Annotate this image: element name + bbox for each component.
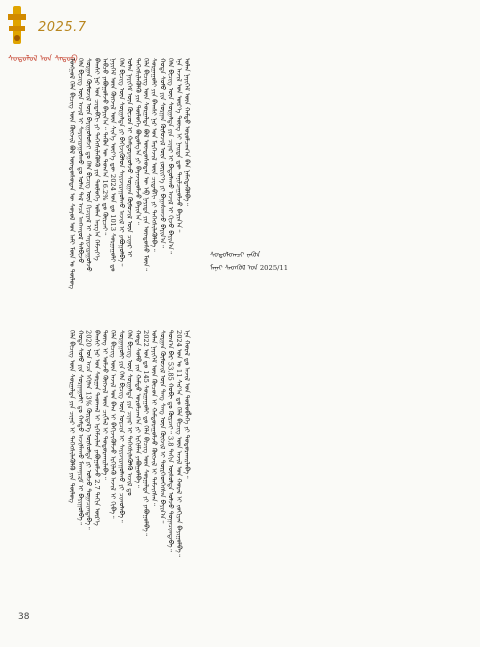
text-line: 2024 ᠣᠨ ᠤ 11 ᠰᠠᠷ᠎ᠠ ᠳᠤ ᠬᠡᠯᠡ ᠪᠢᠴᠢᠭ ᠦᠨ ᠠᠵᠢᠯ ᠤᠨ ᠬᠤᠷᠠᠯ ᠢ ᠵᠣᠬᠢᠶᠠᠨ ᠪᠠᠶᠢᠭᠤᠯᠪᠠ᠃	[174, 330, 183, 558]
magazine-logo-icon	[6, 4, 28, 46]
article-text-bottom	[68, 330, 470, 596]
text-line: 2020 ᠣᠨ ᠠᠴᠠ ᠡᠬᠢᠯᠡᠨ 13% ᠬᠦᠷᠲᠡᠯ᠎ᠡ ᠥᠰᠦᠯᠲᠡ ᠶᠢ ᠣᠯᠵᠤ ᠲᠣᠭᠠᠴᠢᠭᠳᠠᠪᠠ᠃	[84, 330, 93, 530]
byline	[210, 248, 360, 298]
text-line: ᠰᠤᠷᠭᠠᠨ ᠬᠦᠮᠦᠵᠢᠯ ᠦᠨ ᠲᠡᠩ ᠰᠡᠩ ᠦᠨ ᠬᠥᠭᠵᠢᠯ ᠢ ᠲᠦᠷᠭᠡᠳᠭᠡᠭᠰᠡᠨ ᠪᠠᠶᠢᠨ᠎ᠠ᠃	[158, 330, 167, 524]
text-line: ᠣᠯᠠᠨ ᠨᠡᠶᠢᠭᠡᠮ ᠦᠨ ᠬᠦᠴᠦᠨ ᠢ ᠬᠠᠮᠲᠤᠷᠠᠭᠤᠯᠵᠤ ᠰᠤᠷᠭᠠᠨ ᠬᠦᠮᠦᠵᠢᠯ ᠦᠨ ᠴᠢᠨᠠᠷ ᠢ	[125, 58, 134, 258]
author-line: ᠰᠤᠳᠤᠯᠤᠭᠴᠢ ᠵᠡᠭᠦᠨ	[210, 251, 261, 259]
issue-date: 2025.7	[38, 20, 87, 35]
text-line: ᠬᠣᠲᠠ ᠰᠣᠮᠤ ᠶᠢᠨ ᠰᠤᠷᠭᠠᠨ ᠬᠦᠮᠦᠵᠢᠯ ᠦᠨ ᠵᠥᠷᠢᠶ᠎ᠡ ᠶᠢ ᠪᠠᠭᠠᠰᠬᠠᠵᠤ ᠪᠠᠶᠢᠨ᠎ᠠ᠃	[158, 58, 167, 248]
text-line: ᠬᠡᠯᠡ ᠪᠢᠴᠢᠭ ᠦᠨ ᠰᠤᠷᠭᠠᠯᠲᠠ ᠪᠣᠯ ᠦᠨᠳᠦᠰᠦᠲᠡᠨ ᠦ ᠡᠪ ᠨᠡᠶᠢᠲᠡ ᠶᠢᠨ ᠦᠨᠳᠦᠰᠦ ᠮᠥᠨ᠃	[142, 58, 151, 272]
text-line: ᠣᠯᠠᠨ ᠨᠡᠶᠢᠭᠡᠮ ᠦᠨ ᠬᠦᠴᠦᠨ ᠢ ᠬᠠᠮᠲᠤᠷᠠᠭᠤᠯᠵᠤ ᠬᠥᠭᠵᠢᠯ ᠢ ᠳᠡᠮᠵᠢᠭᠰᠡᠨ᠃	[150, 330, 159, 506]
text-line: ᠳᠦᠩ ᠢ ᠣᠯᠵᠤ ᠬᠥᠭᠵᠢᠯ ᠦᠨ ᠴᠢᠭᠯᠡᠯ ᠢ ᠲᠣᠳᠤᠷᠬᠠᠢᠯᠠᠪᠠ᠃	[101, 330, 110, 480]
text-line: ᠬᠡᠯᠡ ᠪᠢᠴᠢᠭ ᠦᠨ ᠰᠤᠷᠭᠠᠯᠲᠠ ᠶᠢ ᠪᠡᠬᠢᠵᠢᠭᠦᠯᠦᠨ ᠰᠠᠶᠢᠵᠢᠷᠠᠭᠤᠯᠬᠤ ᠠᠵᠢᠯ ᠢ ᠶᠠᠪᠤᠭᠤᠯᠪᠠ᠃	[117, 58, 126, 267]
text-line: ᠬᠡᠯᠡ ᠪᠢᠴᠢᠭ ᠦᠨ ᠰᠤᠷᠭᠠᠯᠲᠠ ᠶᠢᠨ ᠴᠢᠨᠠᠷ ᠢ ᠪᠠᠲᠤᠯᠠᠬᠤ ᠠᠵᠢᠯ ᠢ ᠬᠢᠵᠦ ᠪᠠᠶᠢᠨ᠎ᠠ᠃	[166, 58, 175, 255]
text-line: ᠬᠡᠯᠡ ᠪᠢᠴᠢᠭ ᠦᠨ ᠰᠤᠷᠭᠠᠯᠲᠠ ᠶᠢᠨ ᠴᠢᠨᠠᠷ ᠢ ᠳᠡᠭᠡᠭᠰᠢᠯᠡᠭᠦᠯᠬᠦ ᠶᠢᠨ ᠲᠥᠯᠦᠭ	[68, 330, 77, 503]
issue-line: ᠮᠠᠨᠠᠢ ᠰᠡᠳᠬᠦᠯ ᠤᠨ 2025/11	[210, 264, 289, 272]
text-line: 2022 ᠣᠨ ᠳᠤ 145 ᠰᠤᠷᠭᠠᠭᠤᠯᠢ ᠳᠤ ᠬᠡᠯᠡ ᠪᠢᠴᠢᠭ ᠦᠨ ᠰᠤᠷᠭᠠᠯᠲᠠ ᠶᠢ ᠶᠠᠪᠤᠭᠤᠯᠪᠠ᠃	[142, 330, 151, 537]
text-line: ᠰᠤᠷᠭᠠᠭᠤᠯᠢ ᠶᠢᠨ ᠪᠠᠭᠰᠢ ᠨᠠᠷ ᠤᠨ ᠮᠡᠷᠭᠡᠵᠢᠯ ᠦᠨ ᠴᠢᠳᠠᠪᠬᠢ ᠶᠢ ᠳᠡᠭᠡᠭᠰᠢᠯᠡᠭᠦᠯᠪᠡ᠃	[150, 58, 159, 252]
text-line: ᠮᠣᠩᠭᠣᠯ ᠬᠡᠯᠡ ᠪᠢᠴᠢᠭ ᠦᠨ ᠬᠥᠭᠵᠢᠯ ᠪᠣᠯ ᠦᠨᠳᠦᠰᠦᠲᠡᠨ ᠦ ᠰᠣᠶᠣᠯ ᠤᠨ ᠠᠮᠢ ᠮᠥᠨ ᠤ ᠲᠥᠯᠦᠭ	[68, 58, 77, 290]
text-line: ᠠᠪᠴᠤ ᠶᠠᠪᠤᠭᠤᠯᠵᠤ ᠪᠠᠶᠢᠨ᠎ᠠ᠃ ᠲᠡᠭᠦᠨ ᠦ ᠲᠣᠭ᠎ᠠ 16.2% ᠳᠤ ᠬᠦᠷᠴᠡᠢ᠃	[101, 58, 110, 236]
text-line: ᠬᠡᠯᠡ ᠪᠢᠴᠢᠭ ᠦᠨ ᠰᠤᠷᠭᠠᠯᠲᠠ ᠶᠢᠨ ᠴᠢᠨᠠᠷ ᠢ ᠳᠡᠭᠡᠭᠰᠢᠯᠡᠭᠦᠯᠬᠦ ᠠᠵᠢᠯ ᠳᠤ	[125, 330, 134, 496]
text-line: ᠡᠨᠡ ᠠᠵᠢᠯ ᠤᠨ ᠦᠷ᠎ᠡ ᠳᠦᠩ ᠢ ᠨᠡᠢᠲᠡ ᠳᠦ ᠲᠠᠨᠢᠯᠴᠠᠭᠤᠯᠵᠤ ᠪᠠᠶᠢᠨ᠎ᠠ᠃	[174, 58, 183, 233]
text-line: ᠰᠤᠷᠭᠠᠨ ᠬᠦᠮᠦᠵᠢᠯ ᠦᠨ ᠪᠠᠶᠢᠭᠤᠯᠤᠮᠵᠢ ᠳᠤ ᠬᠡᠯᠡ ᠪᠢᠴᠢᠭ ᠦᠨ ᠬᠢᠴᠢᠶᠡᠯ ᠢ ᠰᠠᠶᠢᠵᠢᠷᠠᠭᠤᠯᠵᠤ	[84, 58, 93, 272]
text-line: ᠡᠨᠡ ᠬᠤᠷᠠᠯ ᠳᠤ ᠠᠵᠢᠯ ᠤᠨ ᠲᠥᠯᠦᠪᠯᠡᠭᠡ ᠶᠢ ᠲᠣᠳᠤᠷᠬᠠᠢᠯᠠᠪᠠ᠃	[183, 330, 192, 479]
page-number: 38	[18, 612, 30, 622]
text-line: ᠬᠡᠯᠡ ᠪᠢᠴᠢᠭ ᠦᠨ ᠠᠵᠢᠯ ᠢ ᠰᠠᠶᠢᠵᠢᠷᠠᠭᠤᠯᠬᠤ ᠳᠤ ᠣᠯᠠᠨ ᠲᠠᠯ ᠠᠴᠠ ᠠᠩᠬᠠᠷᠤᠯ ᠲᠠᠯᠪᠢᠵᠤ	[76, 58, 85, 264]
text-line: ᠬᠣᠲᠠ ᠰᠣᠮᠤ ᠶᠢᠨ ᠬᠠᠮᠲᠤ ᠣᠷᠤᠯᠴᠠᠭ᠎ᠠ ᠶᠢ ᠡᠷᠬᠢᠮᠯᠡᠨ ᠶᠠᠪᠤᠭᠤᠯᠪᠠ᠃	[133, 330, 142, 488]
text-line: ᠬᠡᠯᠡ ᠪᠢᠴᠢᠭ ᠦᠨ ᠠᠵᠢᠯ ᠤᠨ ᠪᠠᠭ ᠢ ᠪᠡᠬᠢᠵᠢᠭᠦᠯᠵᠦ ᠡᠷᠬᠢᠯᠡᠬᠦ ᠠᠵᠢᠯ ᠢ ᠬᠢᠪᠡ᠃	[109, 330, 118, 519]
text-line: ᠰᠤᠷᠭᠠᠭᠤᠯᠢ ᠶᠢᠨ ᠬᠡᠯᠡ ᠪᠢᠴᠢᠭ ᠦᠨ ᠣᠷᠴᠢᠨ ᠢ ᠰᠠᠶᠢᠵᠢᠷᠠᠭᠤᠯᠬᠤ ᠶᠢ ᠴᠢᠬᠤᠯᠠᠪᠠ᠃	[117, 330, 126, 523]
text-line: ᠨᠡᠶᠢᠭᠡᠮ ᠦᠨ ᠬᠥᠭᠵᠢᠯ ᠦᠨ ᠰᠢᠨ᠎ᠡ ᠦᠶ᠎ᠡ ᠳᠦ 2024 ᠣᠨ ᠳᠤ 1013 ᠰᠤᠷᠭᠠᠭᠤᠯᠢ ᠳᠤ	[109, 58, 118, 272]
text-line: ᠣᠯᠠᠨ ᠨᠡᠶᠢᠭᠡᠮ ᠦᠨ ᠬᠠᠮᠲᠤ ᠣᠷᠤᠯᠴᠠᠭ᠎ᠠ ᠪᠠᠨ ᠨᠡᠮᠡᠭᠳᠡᠭᠦᠯᠪᠡ᠃	[183, 58, 192, 206]
section-tag: ᠰᠤᠳᠤᠯᠤᠯ ᠤᠨ ᠰᠡᠳᠦᠪ	[8, 54, 78, 63]
text-line: ᠬᠣᠲᠠ ᠰᠣᠮᠤ ᠶᠢᠨ ᠰᠤᠷᠭᠠᠭᠤᠯᠢ ᠳᠤ ᠬᠠᠮᠲᠤ ᠠᠵᠢᠯᠯᠠᠬᠤ ᠮᠡᠬᠠᠨᠢᠽᠮ ᠢ ᠪᠠᠶᠢᠭᠤᠯᠪᠠ᠃	[76, 330, 85, 526]
text-line: ᠪᠠᠭᠰᠢ ᠨᠠᠷ ᠤᠨ ᠰᠤᠷᠭᠠᠨ ᠳᠠᠳᠬᠠᠯ ᠢ ᠡᠷᠭᠡᠮᠵᠢᠯᠡᠨ ᠶᠠᠪᠤᠭᠤᠯᠵᠤ 2.7 ᠳᠠᠬᠢᠨ ᠦᠷ᠎ᠡ	[92, 330, 101, 526]
text-line: ᠲᠣᠭ᠎ᠠ ᠪᠡᠷ 53.85 ᠬᠤᠪᠢ ᠳᠤ ᠬᠦᠷᠴᠡᠢ᠃ 3.8 ᠳᠠᠬᠢᠨ ᠥᠰᠦᠯᠲᠡ ᠣᠯᠵᠤ ᠲᠣᠭᠠᠴᠢᠭᠳᠠᠪᠠ᠃	[166, 330, 175, 552]
text-line: ᠳᠡᠭᠡᠭᠰᠢᠯᠡᠭᠦᠯᠬᠦ ᠶᠢᠨ ᠲᠥᠯᠦᠭᠡ ᠪᠣᠳᠤᠯᠭ᠎ᠠ ᠶᠢ ᠪᠠᠶᠠᠵᠢᠭᠤᠯᠵᠤ ᠪᠠᠶᠢᠨ᠎ᠠ᠃	[133, 58, 142, 225]
text-line: ᠪᠠᠭᠰᠢ ᠨᠠᠷ ᠤᠨ ᠴᠢᠳᠠᠪᠬᠢ ᠶᠢ ᠳᠡᠭᠡᠭᠰᠢᠯᠡᠭᠦᠯᠬᠦ ᠶᠢᠨ ᠲᠥᠯᠦᠭᠡ ᠣᠯᠠᠨ ᠠᠷᠭ᠎ᠠ ᠬᠡᠮᠵᠢᠶ᠎ᠡ	[92, 58, 101, 261]
